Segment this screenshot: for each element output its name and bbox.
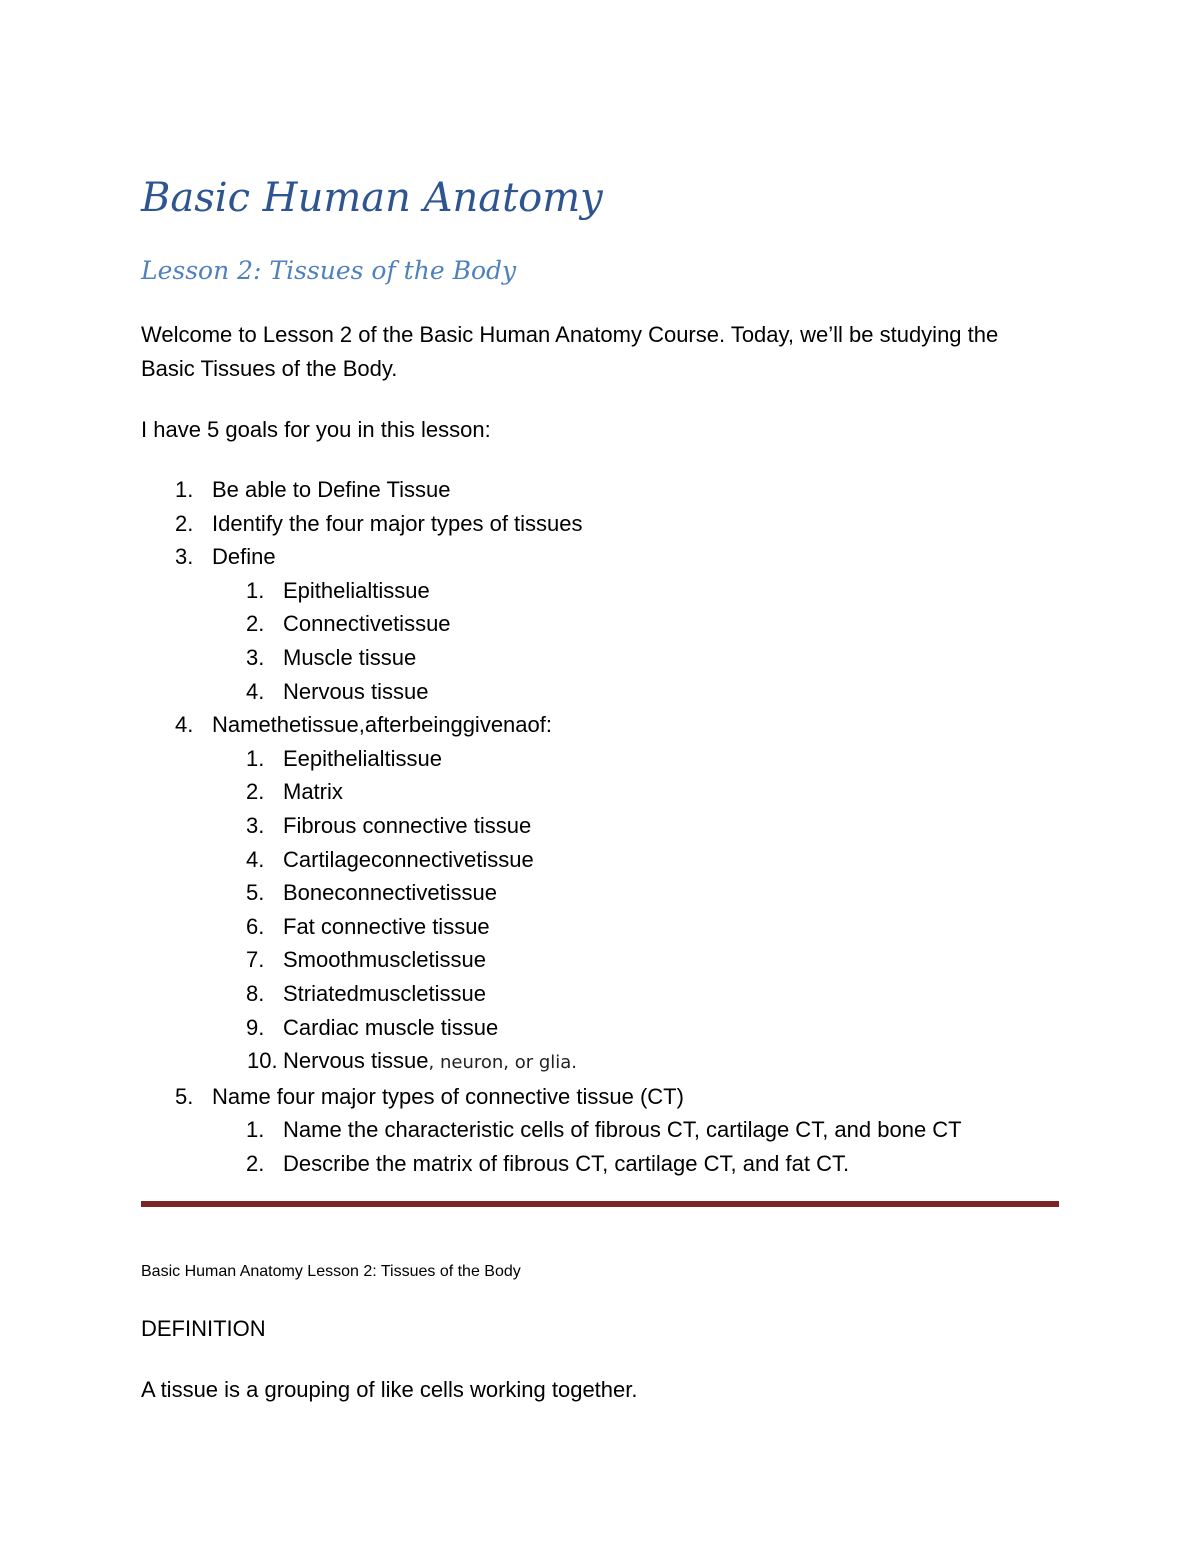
goal-item xyxy=(141,708,962,742)
subgoal-item xyxy=(141,977,962,1011)
goal-number: 5. xyxy=(175,1083,194,1109)
subgoal-text: Epithelialtissue xyxy=(283,577,430,603)
goal-item xyxy=(141,540,962,574)
goal-number: 1. xyxy=(175,477,194,502)
subgoal-item xyxy=(141,843,962,877)
subgoal-text: Describe the matrix of fibrous CT, cartilage CT, and fat CT. xyxy=(283,1150,850,1176)
document-title: Basic Human Anatomy xyxy=(141,175,603,221)
subgoal-item xyxy=(141,1113,962,1147)
subgoal-number: 4. xyxy=(246,678,265,704)
subgoal-text: Striatedmuscletissue xyxy=(283,980,486,1006)
subgoal-text: Fibrous connective tissue xyxy=(283,812,532,838)
definition-text: A tissue is a grouping of like cells working together. xyxy=(141,1377,638,1402)
subgoal-item xyxy=(141,742,962,776)
subgoal-item xyxy=(141,809,962,843)
running-header: Basic Human Anatomy Lesson 2: Tissues of the Body xyxy=(141,1263,521,1280)
goal-number: 3. xyxy=(175,544,194,570)
subgoal-number: 4. xyxy=(246,846,265,872)
subgoal-number: 6. xyxy=(246,913,265,939)
goals-intro: I have 5 goals for you in this lesson: xyxy=(141,417,491,442)
subgoal-text: Connectivetissue xyxy=(283,611,451,637)
subgoal-text: Fat connective tissue xyxy=(283,913,490,939)
section-heading: DEFINITION xyxy=(141,1316,266,1341)
subgoal-text: Boneconnectivetissue xyxy=(283,880,498,906)
subgoal-number: 5. xyxy=(246,880,265,906)
subgoal-item xyxy=(141,876,962,910)
subgoal-number: 2. xyxy=(246,611,265,637)
goal-number: 4. xyxy=(175,712,194,738)
subgoal-text: Name the characteristic cells of fibrous CT, cartilage CT, and bone CT xyxy=(283,1117,962,1143)
goal-text: Be able to Define Tissue xyxy=(212,477,451,502)
subgoal-text: Smoothmuscletissue xyxy=(283,947,486,973)
goal-item xyxy=(141,507,962,541)
subgoal-number: 9. xyxy=(246,1014,265,1040)
subgoal-item xyxy=(141,607,962,641)
subgoal-number: 2. xyxy=(246,779,265,805)
subgoal-number: 1. xyxy=(246,577,265,603)
goal-text: Identify the four major types of tissues xyxy=(212,510,583,536)
subgoal-number: 3. xyxy=(246,812,265,838)
goals-list xyxy=(141,473,962,1180)
lesson-subtitle: Lesson 2: Tissues of the Body xyxy=(141,256,517,285)
goal-item xyxy=(141,1080,962,1114)
subgoal-number: 8. xyxy=(246,980,265,1006)
subgoal-text: Eepithelialtissue xyxy=(283,745,442,771)
goal-number: 2. xyxy=(175,510,194,536)
goal-text: Name four major types of connective tissue (CT) xyxy=(212,1083,684,1109)
subgoal-text: Nervous tissue xyxy=(283,1048,429,1074)
subgoal-item xyxy=(141,641,962,675)
subgoal-item xyxy=(141,574,962,608)
goal-item xyxy=(141,473,962,507)
subgoal-number: 1. xyxy=(246,1117,265,1143)
goal-text: Define xyxy=(212,544,276,570)
goal-text: Namethetissue,afterbeinggivenaof: xyxy=(212,712,552,738)
subgoal-item xyxy=(141,775,962,809)
subgoal-number: 7. xyxy=(246,947,265,973)
subgoal-text: Cardiac muscle tissue xyxy=(283,1014,499,1040)
subgoal-text: Cartilageconnectivetissue xyxy=(283,846,534,872)
section-divider xyxy=(141,1201,1059,1207)
intro-paragraph: Welcome to Lesson 2 of the Basic Human Anatomy Course. Today, we’ll be studying the Basic Tissues of the Body. xyxy=(141,322,999,381)
subgoal-item xyxy=(141,943,962,977)
subgoal-text-tail: , neuron, or glia. xyxy=(428,1052,578,1074)
subgoal-item xyxy=(141,910,962,944)
subgoal-number: 10. xyxy=(247,1048,278,1074)
subgoal-number: 2. xyxy=(246,1150,265,1176)
subgoal-item xyxy=(141,675,962,709)
subgoal-text: Nervous tissue xyxy=(283,678,429,704)
subgoal-item xyxy=(141,1044,962,1080)
subgoal-item xyxy=(141,1011,962,1045)
subgoal-text: Matrix xyxy=(283,779,343,805)
subgoal-number: 3. xyxy=(246,644,265,670)
subgoal-number: 1. xyxy=(246,745,265,771)
subgoal-item xyxy=(141,1147,962,1181)
subgoal-text: Muscle tissue xyxy=(283,644,417,670)
